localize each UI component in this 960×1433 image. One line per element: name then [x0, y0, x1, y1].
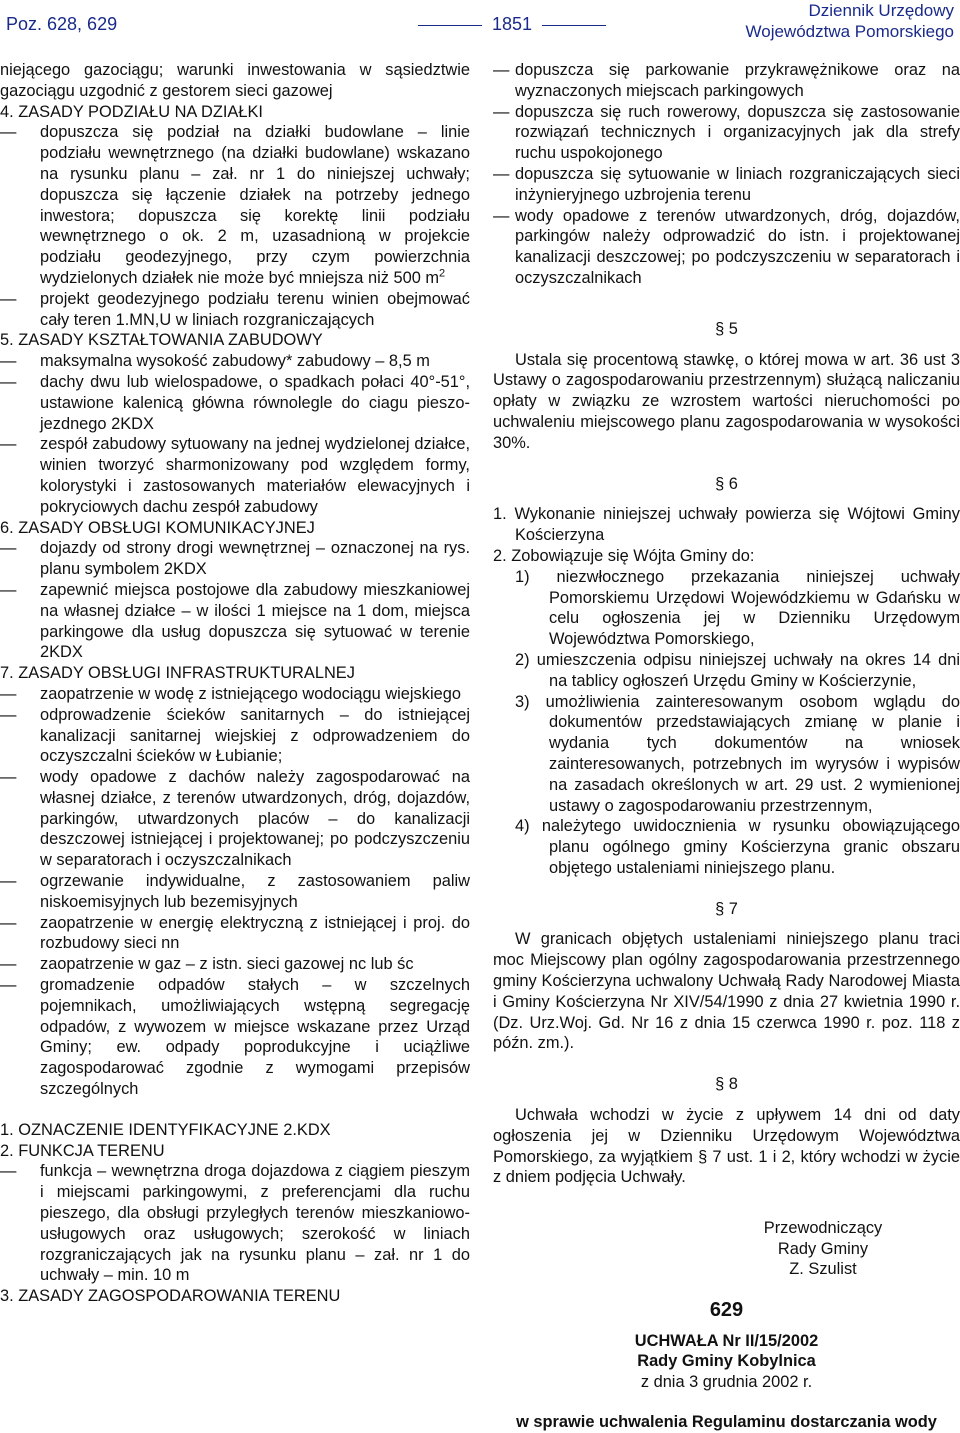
kdx-section-3-item: — dopuszcza się ruch rowerowy, dopuszcza się zastosowanie rozwiązań technicznych i organizacyjnych jak dla strefy ruchu uspokojonego: [493, 102, 960, 164]
paragraph-5-heading: § 5: [715, 319, 738, 338]
kdx-section-1-title: 1. OZNACZENIE IDENTYFIKACYJNE 2.KDX: [0, 1120, 331, 1139]
kdx-section-2-item: — funkcja – wewnętrzna droga dojazdowa z ciągiem pieszym i miejscami parkingowymi, z preferencjami dla ruchu pieszego, dla obsługi przyległych terenów mieszkaniowo-usługowych oraz usługowych; szerokość w liniach rozgraniczających jak na rysunku planu – zał. nr 1 do uchwały – min. 10 m: [0, 1161, 470, 1286]
next-position-number: 629: [709, 1298, 744, 1321]
section-6-title: 6. ZASADY OBSŁUGI KOMUNIKACYJNEJ: [0, 518, 315, 537]
section-7-item: — zaopatrzenie w wodę z istniejącego wodociągu wiejskiego: [0, 684, 470, 705]
resolution-subject: w sprawie uchwalenia Regulaminu dostarczania wody: [516, 1413, 937, 1432]
paragraph-8-text: Uchwała wchodzi w życie z upływem 14 dni od daty ogłoszenia jej w Dzienniku Urzędowym Województwa Pomorskiego, za wyjątkiem § 7 ust. 1 i 2, który wchodzi w życie z dniem podjęcia Uchwały.: [493, 1106, 960, 1187]
kdx-section-3-title: 3. ZASADY ZAGOSPODAROWANIA TERENU: [0, 1287, 341, 1306]
section-5-item: — zespół zabudowy sytuowany na jednej wydzielonej działce, winien tworzyć sharmonizowany pod względem formy, kolorystyki i zastosowanych materiałów elewacyjnych i pokryciowych dachu zespół zabudowy: [0, 434, 470, 517]
section-5-title: 5. ZASADY KSZTAŁTOWANIA ZABUDOWY: [0, 331, 323, 350]
section-5-item: — maksymalna wysokość zabudowy* zabudowy – 8,5 m: [0, 351, 470, 372]
paragraph-6-subpoint: 1) niezwłocznego przekazania niniejszej uchwały Pomorskiemu Urzędowi Wojewódzkiemu w Gdańsku w celu ogłoszenia jej w Dzienniku Urzędowym Województwa Pomorskiego,: [515, 567, 960, 649]
section-4-item: — projekt geodezyjnego podziału terenu winien obejmować cały teren 1.MN,U w liniach rozgraniczających: [0, 289, 470, 331]
position-numbers: Poz. 628, 629: [6, 14, 118, 34]
paragraph-6-point-2: 2. Zobowiązuje się Wójta Gminy do:: [493, 546, 755, 565]
section-7-item: — ogrzewanie indywidualne, z zastosowaniem paliw niskoemisyjnych lub bezemisyjnych: [0, 871, 470, 913]
spacer: [493, 494, 960, 504]
section-7-title: 7. ZASADY OBSŁUGI INFRASTRUKTURALNEJ: [0, 664, 355, 683]
section-6-item: — dojazdy od strony drogi wewnętrznej – oznaczonej na rys. planu symbolem 2KDX: [0, 538, 470, 580]
spacer: [493, 289, 960, 319]
journal-title: [746, 0, 955, 42]
journal-title-line1: Dziennik Urzędowy: [808, 1, 954, 20]
resolution-title: UCHWAŁA Nr II/15/2002: [634, 1331, 819, 1350]
paragraph-8-heading: § 8: [715, 1075, 738, 1094]
spacer: [493, 1321, 960, 1331]
spacer: [493, 919, 960, 929]
paragraph-6-subpoint: 2) umieszczenia odpisu niniejszej uchwały na okres 14 dni na tablicy ogłoszeń Urzędu Gminy w Kościerzynie,: [515, 650, 960, 690]
section-7-item: — zaopatrzenie w gaz – z istn. sieci gazowej nc lub śc: [0, 954, 470, 975]
spacer: [493, 1392, 960, 1412]
section-7-item: — zaopatrzenie w energię elektryczną z istniejącej i proj. do rozbudowy sieci nn: [0, 913, 470, 955]
resolution-council: Rady Gminy Kobylnica: [637, 1352, 816, 1371]
spacer: [0, 1100, 470, 1120]
paragraph-6-heading: § 6: [715, 474, 738, 493]
resolution-date: z dnia 3 grudnia 2002 r.: [640, 1372, 813, 1391]
area-unit-exponent: 2: [439, 267, 446, 280]
signature-block: [693, 1218, 953, 1280]
section-4-item: [0, 122, 470, 288]
section-4-item-text: dopuszcza się podział na działki budowlane – linie podziału wewnętrznego (na działki budowlane) wskazano na rysunku planu – zał. nr 1 do niniejszej uchwały; dopuszcza się łączenie działek na potrzeby jednego inwestora; dopuszcza się korektę linii podziału wewnętrznego o ok. 2 m, uzasadnioną w projekcie podziału geodezyjnego, przy czym powierzchnia wydzielonych działek nie może być mniejsza niż 500 m: [40, 123, 470, 287]
paragraph-6-subpoint: 3) umożliwienia zainteresowanym osobom wglądu do dokumentów przedstawiających zmianę w planie i wydania tych dokumentów na wniosek zainteresowanych, potrzebnych im wyrysów i wypisów na zasadach określonych w art. 29 ust. 2 wymienionej ustawy o zagospodarowaniu przestrzennym,: [515, 692, 960, 815]
spacer: [493, 1188, 960, 1218]
spacer: [493, 340, 960, 350]
left-column: [0, 60, 470, 1307]
paragraph-6-point-1: 1. Wykonanie niniejszej uchwały powierza się Wójtowi Gminy Kościerzyna: [493, 505, 960, 545]
paragraph-7-heading: § 7: [715, 899, 738, 918]
right-column: [493, 60, 960, 1433]
kdx-section-3-item: — dopuszcza się sytuowanie w liniach rozgraniczających sieci inżynieryjnego uzbrojenia terenu: [493, 164, 960, 206]
signature-role: Przewodniczący: [763, 1219, 883, 1238]
paragraph-6-subpoint: 4) należytego uwidocznienia w rysunku obowiązującego planu ogólnego gminy Kościerzyna granic obszaru objętego ustaleniami niniejszego planu.: [515, 817, 960, 877]
journal-title-line2: Województwa Pomorskiego: [745, 22, 954, 41]
kdx-section-2-title: 2. FUNKCJA TERENU: [0, 1141, 165, 1160]
page-number: 1851: [418, 14, 606, 35]
spacer: [493, 1280, 960, 1300]
section-6-item: — zapewnić miejsca postojowe dla zabudowy mieszkaniowej na własnej działce – w ilości 1 miejsce na 1 dom, miejsca parkingowe dla usług dopuszcza się sytuować w terenie 2KDX: [0, 580, 470, 663]
section-7-item: — odprowadzenie ścieków sanitarnych – do istniejącej kanalizacji sanitarnej wiejskiej z odprowadzeniem do oczyszczalni ścieków w Łubianie;: [0, 705, 470, 767]
section-7-item: — wody opadowe z dachów należy zagospodarować na własnej działce, z terenów utwardzonych, dróg, dojazdów, parkingów, utwardzonych placów – do kanalizacji deszczowej istniejącej i projektowanej; po podczyszczeniu w separatorach i oczyszczalnikach: [0, 767, 470, 871]
section-7-item: — gromadzenie odpadów stałych – w szczelnych pojemnikach, umożliwiających wstępną segregację odpadów, z wywozem w miejsce wskazane przez Urząd Gminy; ew. odpady poprodukcyjne i uciążliwe zagospodarować zgodnie z wymogami przepisów szczególnych: [0, 975, 470, 1100]
page-header: [0, 0, 960, 44]
spacer: [493, 454, 960, 474]
spacer: [493, 1054, 960, 1074]
spacer: [493, 879, 960, 899]
signature-body: Rady Gminy: [777, 1239, 869, 1258]
section-5-item: — dachy dwu lub wielospadowe, o spadkach połaci 40°-51°, ustawione kalenicą główna równolegle do ciagu pieszo-jezdnego 2KDX: [0, 372, 470, 434]
section-4-title: 4. ZASADY PODZIAŁU NA DZIAŁKI: [0, 102, 263, 121]
intro-paragraph: niejącego gazociągu; warunki inwestowania w sąsiedztwie gazociągu uzgodnić z gestorem sieci gazowej: [0, 61, 470, 100]
paragraph-7-text: W granicach objętych ustaleniami niniejszego planu traci moc Miejscowy plan ogólny zagospodarowania przestrzennego gminy Kościerzyna uchwalony Uchwałą Rady Narodowej Miasta i Gminy Kościerzyna Nr XIV/54/1990 z dnia 27 kwietnia 1990 r. (Dz. Urz.Woj. Gd. Nr 16 z dnia 15 czerwca 1990 r. poz. 118 z późn. zm.).: [493, 930, 960, 1053]
signature-name: Z. Szulist: [789, 1260, 857, 1279]
paragraph-5-text: Ustala się procentową stawkę, o której mowa w art. 36 ust 3 Ustawy o zagospodarowaniu przestrzennym) służącą naliczaniu opłaty w związku ze wzrostem wartości nieruchomości po uchwaleniu miejscowego planu zagospodarowania w wysokości 30%.: [493, 350, 960, 452]
kdx-section-3-item: — wody opadowe z terenów utwardzonych, dróg, dojazdów, parkingów należy odprowadzić do istn. i projektowanej kanalizacji deszczowej; po podczyszczeniu w separatorach i oczyszczalnikach: [493, 206, 960, 289]
kdx-section-3-item: — dopuszcza się parkowanie przykrawężnikowe oraz na wyznaczonych miejscach parkingowych: [493, 60, 960, 102]
spacer: [493, 1095, 960, 1105]
